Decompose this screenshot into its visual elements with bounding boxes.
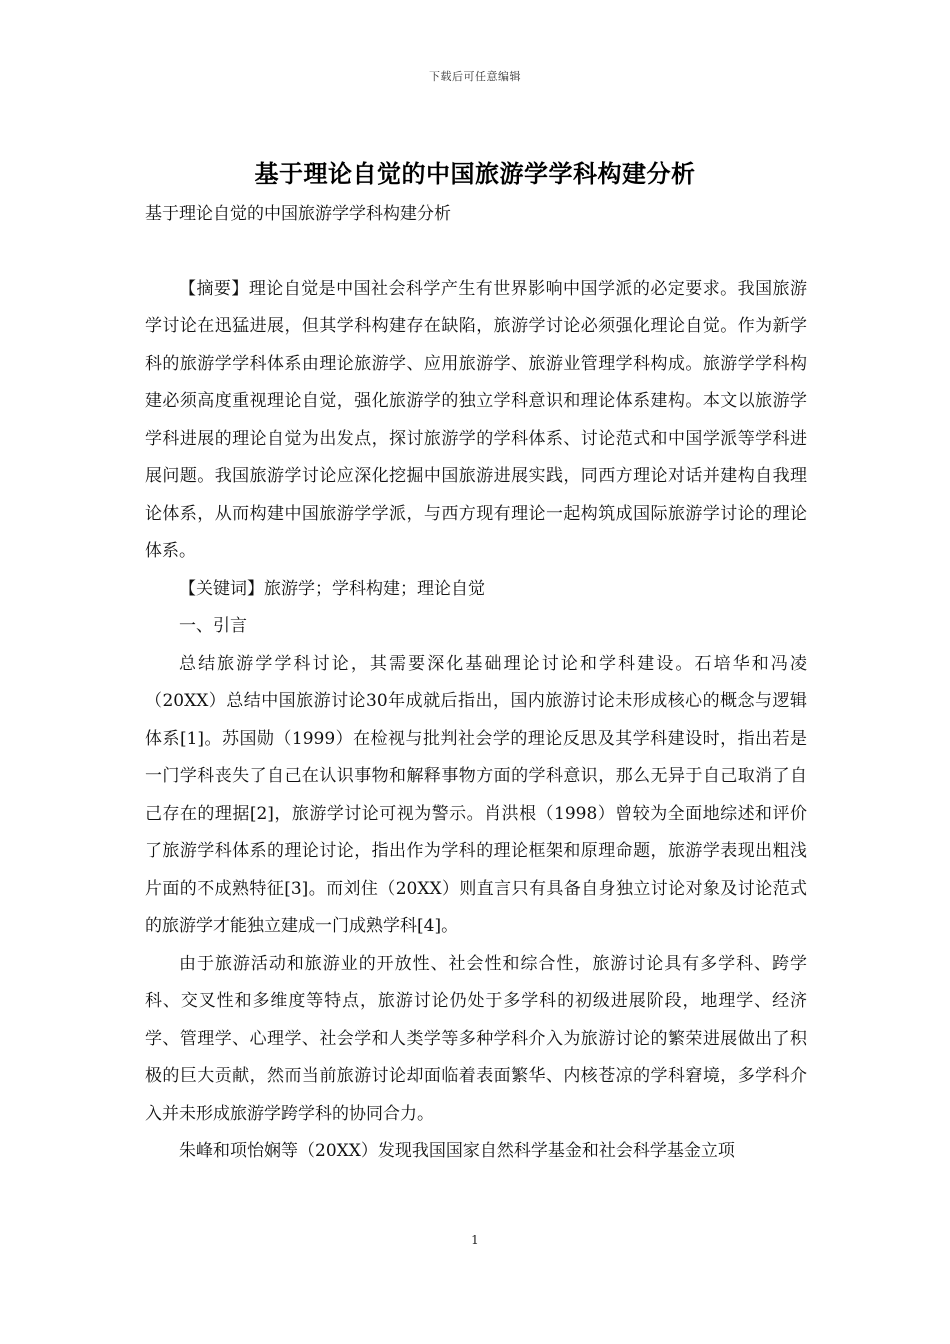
body-paragraph-1: 总结旅游学学科讨论，其需要深化基础理论讨论和学科建设。石培华和冯凌（20XX）总结中国旅游讨论30年成就后指出，国内旅游讨论未形成核心的概念与逻辑体系[1]。苏国勋（1999）在检视与批判社会学的理论反思及其学科建设时，指出若是一门学科丧失了自己在认识事物和解释事物方面的学科意识，那么无异于自己取消了自己存在的理据[2]，旅游学讨论可视为警示。肖洪根（1998）曾较为全面地综述和评价了旅游学科体系的理论讨论，指出作为学科的理论框架和原理命题，旅游学表现出粗浅片面的不成熟特征[3]。而刘住（20XX）则直言只有具备自身独立讨论对象及讨论范式的旅游学才能独立建成一门成熟学科[4]。: [145, 653, 807, 936]
body-paragraph-3: 朱峰和项怡娴等（20XX）发现我国国家自然科学基金和社会科学基金立项: [179, 1141, 735, 1161]
document-subtitle: 基于理论自觉的中国旅游学学科构建分析: [145, 204, 451, 224]
page-number: 1: [471, 1233, 479, 1247]
section-heading: 一、引言: [179, 616, 247, 636]
document-body: [145, 196, 807, 1171]
header-note: 下载后可任意编辑: [429, 70, 521, 83]
document-title: 基于理论自觉的中国旅游学学科构建分析: [254, 160, 696, 188]
blank-line: [145, 234, 807, 271]
keywords-paragraph: 【关键词】旅游学；学科构建；理论自觉: [179, 578, 485, 599]
abstract-paragraph: 【摘要】理论自觉是中国社会科学产生有世界影响中国学派的必定要求。我国旅游学讨论在迅猛进展，但其学科构建存在缺陷，旅游学讨论必须强化理论自觉。作为新学科的旅游学学科体系由理论旅游学、应用旅游学、旅游业管理学科构成。旅游学学科构建必须高度重视理论自觉，强化旅游学的独立学科意识和理论体系建构。本文以旅游学学科进展的理论自觉为出发点，探讨旅游学的学科体系、讨论范式和中国学派等学科进展问题。我国旅游学讨论应深化挖掘中国旅游进展实践，同西方理论对话并建构自我理论体系，从而构建中国旅游学学派，与西方现有理论一起构筑成国际旅游学讨论的理论体系。: [145, 278, 807, 561]
body-paragraph-2: 由于旅游活动和旅游业的开放性、社会性和综合性，旅游讨论具有多学科、跨学科、交叉性和多维度等特点，旅游讨论仍处于多学科的初级进展阶段，地理学、经济学、管理学、心理学、社会学和人类学等多种学科介入为旅游讨论的繁荣进展做出了积极的巨大贡献，然而当前旅游讨论却面临着表面繁华、内核苍凉的学科窘境，多学科介入并未形成旅游学跨学科的协同合力。: [145, 953, 807, 1124]
